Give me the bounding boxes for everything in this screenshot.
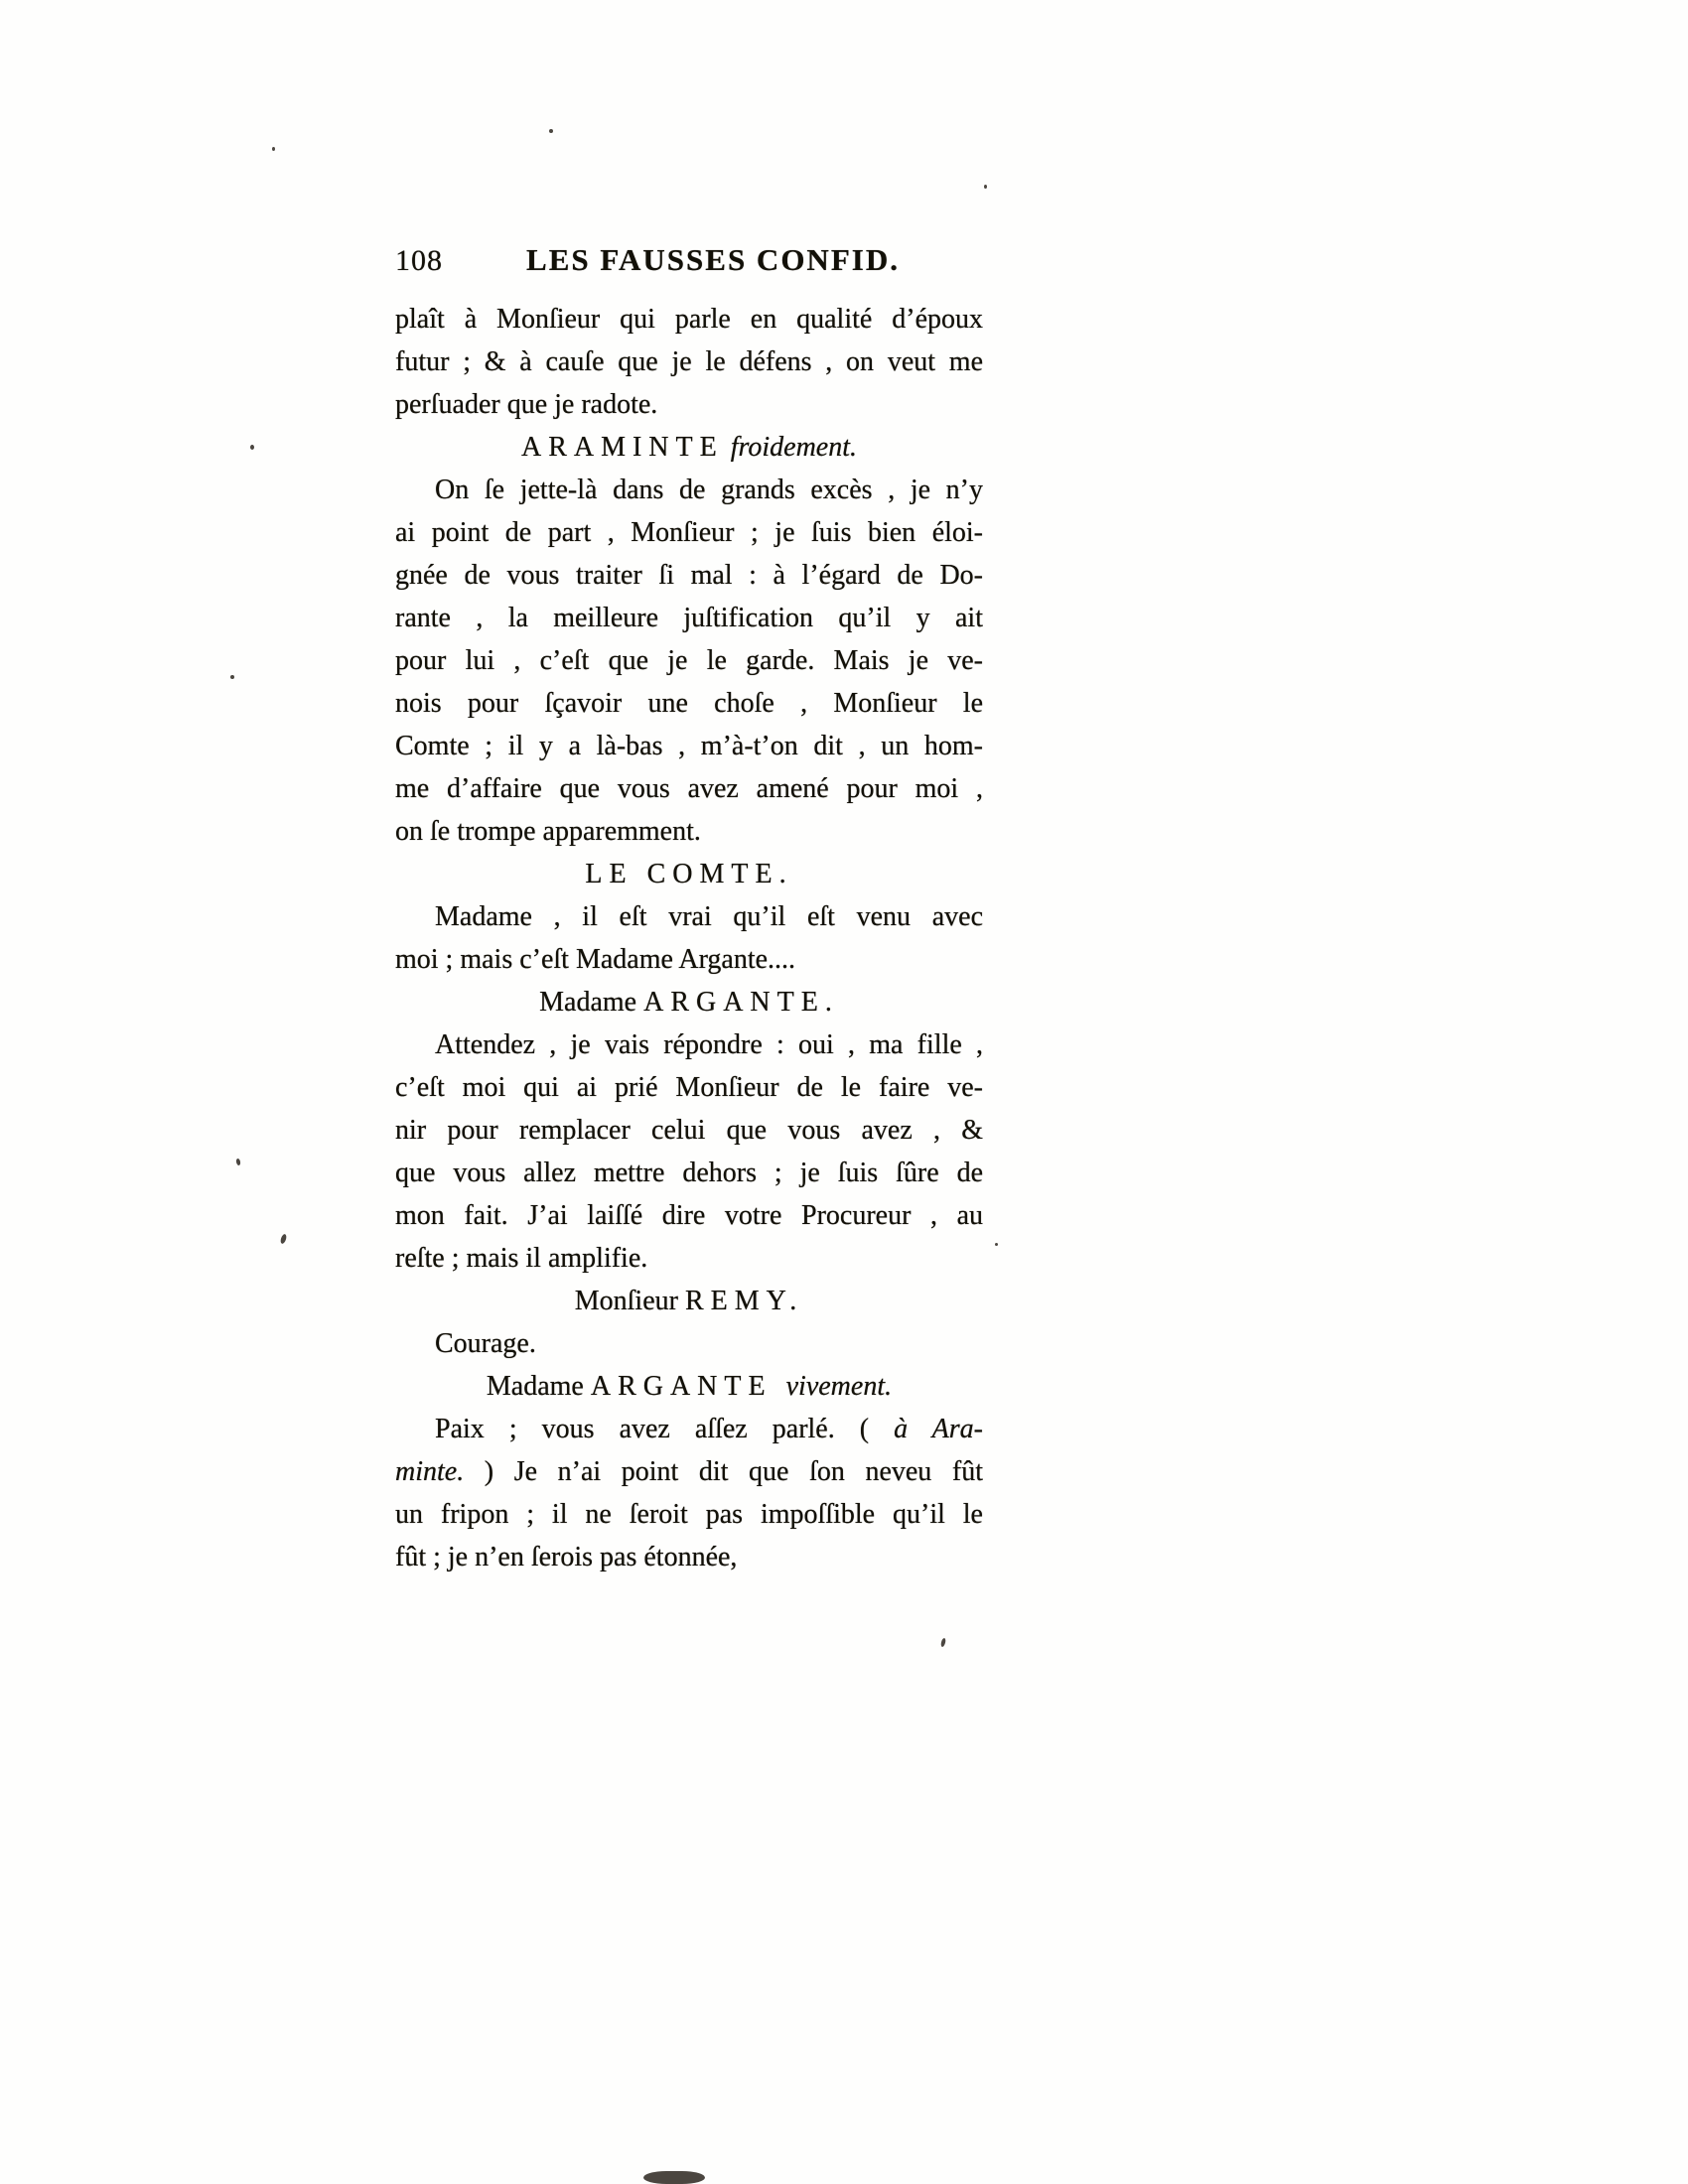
stage-heading-part: Madame [486,1371,591,1402]
speech-paragraph [395,469,983,853]
ink-speck [940,1638,946,1648]
stage-heading [395,1365,983,1408]
speech-paragraph [395,1322,983,1365]
text-segment: à Ara- [894,1414,983,1444]
text-line [395,1322,983,1365]
text-segment: nir pour remplacer celui que vous avez , & [395,1115,983,1146]
text-line [395,1152,983,1194]
stage-heading-part: ARGANTE. [643,987,839,1018]
text-line [395,767,983,810]
text-segment: rante , la meilleure juſtification qu’il y ait [395,603,983,633]
text-segment: Comte ; il y a là-bas , m’à-t’on dit , un hom- [395,731,983,761]
speech-paragraph [395,1408,983,1578]
text-line [395,1450,983,1493]
text-line [395,383,983,426]
text-segment: plaît à Monſieur qui parle en qualité d’époux [395,304,983,335]
ink-speck [995,1243,998,1246]
text-segment: minte. [395,1456,465,1487]
page-number: 108 [395,244,443,277]
text-line [395,511,983,554]
text-segment: mon fait. J’ai laiſſé dire votre Procureur , au [395,1200,983,1231]
text-segment: Courage. [435,1328,536,1359]
stage-heading [395,1280,983,1322]
text-line [395,1109,983,1152]
text-line [395,1536,983,1578]
text-segment: nois pour ſçavoir une choſe , Monſieur le [395,688,983,719]
stage-heading-part: ARGANTE [590,1371,786,1402]
stage-heading-part: Madame [539,987,644,1018]
speech-paragraph [395,895,983,981]
ink-speck [235,1159,240,1166]
stage-heading-part: Monſieur [574,1286,685,1316]
text-segment: On ſe jette-là dans de grands excès , je n’y [435,475,983,505]
speech-paragraph [395,1024,983,1280]
stage-heading [395,981,983,1024]
stage-heading [395,853,983,895]
text-block [395,234,983,1578]
text-line [395,639,983,682]
text-segment: moi ; mais c’eſt Madame Argante.... [395,944,796,975]
speech-paragraph [395,298,983,426]
text-line [395,938,983,981]
text-segment: ai point de part , Monſieur ; je ſuis bien éloi- [395,517,983,548]
text-segment: me d’affaire que vous avez amené pour moi , [395,773,983,804]
text-line [395,895,983,938]
ink-smudge [643,2171,705,2184]
ink-speck [549,129,553,133]
text-line [395,1493,983,1536]
text-line [395,298,983,341]
text-segment: un fripon ; il ne ſeroit pas impoſſible qu’il le [395,1499,983,1530]
text-line [395,725,983,767]
stage-heading-part: ARAMINTE [520,432,724,463]
text-line [395,1237,983,1280]
text-line [395,341,983,383]
text-segment: que vous allez mettre dehors ; je ſuis ſûre de [395,1158,983,1188]
text-segment: gnée de vous traiter ſi mal : à l’égard de Do- [395,560,983,591]
text-line [395,1024,983,1066]
text-segment: ) Je n’ai point dit que ſon neveu fût [464,1456,983,1487]
text-line [395,810,983,853]
text-segment: futur ; & à cauſe que je le défens , on veut me [395,346,983,377]
stage-heading-part: LE COMTE. [585,859,793,889]
ink-speck [280,1233,288,1244]
text-line [395,1194,983,1237]
text-segment: fût ; je n’en ſerois pas étonnée, [395,1542,738,1572]
text-segment: Attendez , je vais répondre : oui , ma fille , [435,1029,983,1060]
text-segment: reſte ; mais il amplifie. [395,1243,648,1274]
text-line [395,1066,983,1109]
text-line [395,682,983,725]
text-segment: pour lui , c’eſt que je le garde. Mais je ve- [395,645,983,676]
stage-heading [395,426,983,469]
stage-heading-part: froidement. [723,432,858,463]
stage-heading-part: REMY. [684,1286,804,1316]
text-segment: Paix ; vous avez aſſez parlé. ( [435,1414,895,1444]
running-title: LES FAUSSES CONFID. [526,242,900,277]
text-line [395,1408,983,1450]
text-line [395,597,983,639]
text-segment: c’eſt moi qui ai prié Monſieur de le faire ve- [395,1072,983,1103]
text-segment: Madame , il eſt vrai qu’il eſt venu avec [435,901,983,932]
ink-speck [272,147,275,151]
text-line [395,469,983,511]
stage-heading-part: vivement. [785,1371,893,1402]
text-line [395,554,983,597]
ink-speck [250,445,254,450]
text-segment: perſuader que je radote. [395,389,658,420]
text-block-body [395,298,983,1578]
ink-speck [230,675,234,679]
ink-speck [984,185,987,189]
text-segment: on ſe trompe apparemment. [395,816,701,847]
page-header [395,234,983,286]
